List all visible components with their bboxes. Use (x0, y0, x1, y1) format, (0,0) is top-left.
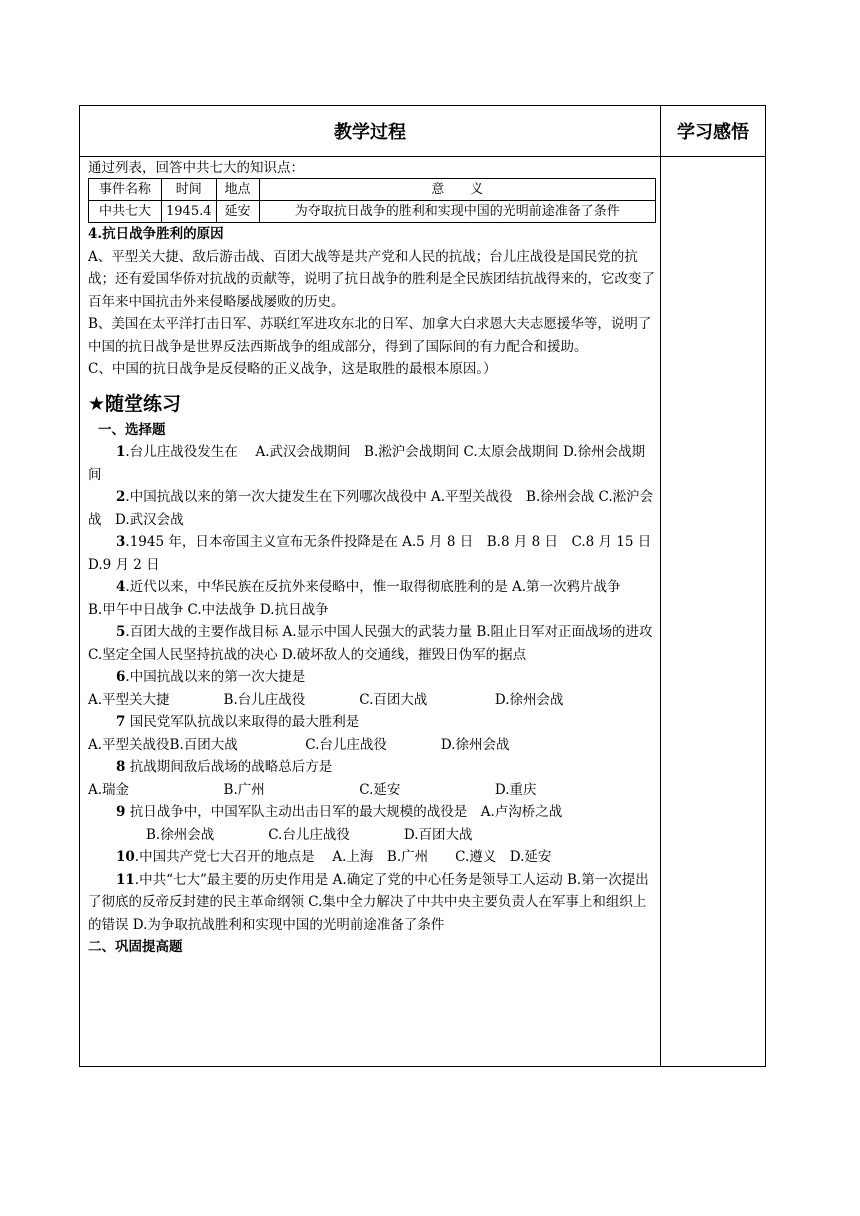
question-text: .百团大战的主要作战目标 A.显示中国人民强大的武装力量 B.阻止日军对正面战场的进攻 C.坚定全国人民坚持抗战的决心 D.破坏敌人的交通线，摧毁日伪军的据点 (88, 624, 653, 663)
question-9 (88, 801, 656, 824)
question-8-options: A.瑞金 B.广州 C.延安 D.重庆 (88, 781, 537, 798)
intro-text: 通过列表，回答中共七大的知识点： (88, 160, 304, 176)
question-number: 3 (116, 534, 126, 550)
question-number: 4 (116, 579, 126, 595)
cell-place: 延安 (216, 201, 259, 223)
question-number: 2 (116, 489, 126, 505)
question-number: 1 (116, 444, 126, 460)
section4-reason-c: C、中国的抗日战争是反侵略的正义战争，这是取胜的最根本原因。） (88, 361, 497, 377)
teaching-content (88, 158, 656, 959)
header-cell-event: 事件名称 (89, 179, 162, 201)
column-divider (660, 157, 661, 1066)
question-text: 抗战期间敌后战场的战略总后方是 (125, 759, 333, 775)
question-text: .中国抗战以来的第一次大捷是 (125, 669, 306, 685)
question-text: .中国抗战以来的第一次大捷发生在下列哪次战役中 A.平型关战役 B.徐州会战 C.淞沪会战 D.武汉会战 (88, 489, 654, 528)
question-text: .中国共产党七大召开的地点是 A.上海 B.广州 C.遵义 D.延安 (134, 849, 552, 865)
question-11 (88, 869, 656, 937)
event-table-header-row (89, 179, 656, 201)
question-4 (88, 576, 656, 621)
choice-heading: 一、选择题 (98, 421, 166, 438)
question-text: .台儿庄战役发生在 A.武汉会战期间 B.淞沪会战期间 C.太原会战期间 D.徐州会战期间 (88, 444, 646, 483)
header-cell-time: 时间 (162, 179, 217, 201)
question-5 (88, 621, 656, 666)
question-7 (88, 711, 656, 734)
question-8 (88, 756, 656, 779)
question-number: 6 (116, 669, 126, 685)
question-7-options: A.平型关战役B.百团大战 C.台儿庄战役 D.徐州会战 (88, 736, 510, 753)
question-10 (88, 846, 656, 869)
learning-reflection-header: 学习感悟 (661, 106, 765, 157)
header-cell-meaning: 意 义 (259, 179, 656, 201)
teaching-process-header: 教学过程 (80, 106, 661, 157)
cell-meaning: 为夺取抗日战争的胜利和实现中国的光明前途准备了条件 (259, 201, 656, 223)
question-text: .中共“七大”最主要的历史作用是 A.确定了党的中心任务是领导工人运动 B.第一次提出了彻底的反帝反封建的民主革命纲领 C.集中全力解决了中共中央主要负责人在军事上和组织上的错误 D.为争取抗战胜利和实现中国的光明前途准备了条件 (88, 871, 649, 933)
question-text: .近代以来，中华民族在反抗外来侵略中，惟一取得彻底胜利的是 A.第一次鸦片战争 B.甲午中日战争 C.中法战争 D.抗日战争 (88, 579, 648, 618)
question-1 (88, 441, 656, 486)
question-number: 8 (116, 759, 126, 775)
question-text: .1945 年，日本帝国主义宣布无条件投降是在 A.5 月 8 日 B.8 月 8 日 C.8 月 15 日 D.9 月 2 日 (88, 534, 652, 573)
question-6 (88, 666, 656, 689)
event-table (88, 178, 656, 223)
question-number: 9 (116, 804, 126, 820)
header-cell-place: 地点 (216, 179, 259, 201)
question-number: 7 (116, 714, 126, 730)
section4-reason-b: B、美国在太平洋打击日军、苏联红军进攻东北的日军、加拿大白求恩大夫志愿援华等，说明了中国的抗日战争是世界反法西斯战争的组成部分，得到了国际间的有力配合和援助。 (88, 316, 652, 355)
event-table-row (89, 201, 656, 223)
section4-reason-a: A、平型关大捷、敌后游击战、百团大战等是共产党和人民的抗战；台儿庄战役是国民党的抗战；还有爱国华侨对抗战的贡献等，说明了抗日战争的胜利是全民族团结抗战得来的，它改变了百年来中国抗击外来侵略屡战屡败的历史。 (88, 248, 655, 310)
section4-title: 4.抗日战争胜利的原因 (88, 226, 224, 242)
question-3 (88, 531, 656, 576)
practice-title: ★随堂练习 (88, 392, 182, 415)
question-number: 5 (116, 624, 126, 640)
question-6-options: A.平型关大捷 B.台儿庄战役 C.百团大战 D.徐州会战 (88, 691, 564, 708)
question-number: 10 (116, 849, 135, 865)
section2-heading: 二、巩固提高题 (88, 939, 183, 955)
question-text: 国民党军队抗战以来取得的最大胜利是 (125, 714, 360, 730)
question-2 (88, 486, 656, 531)
question-text: 抗日战争中，中国军队主动出击日军的最大规模的战役是 A.卢沟桥之战 (125, 804, 563, 820)
question-9-options: B.徐州会战 C.台儿庄战役 D.百团大战 (146, 826, 473, 843)
cell-time: 1945.4 (162, 201, 217, 223)
cell-event: 中共七大 (89, 201, 162, 223)
question-number: 11 (116, 871, 135, 888)
